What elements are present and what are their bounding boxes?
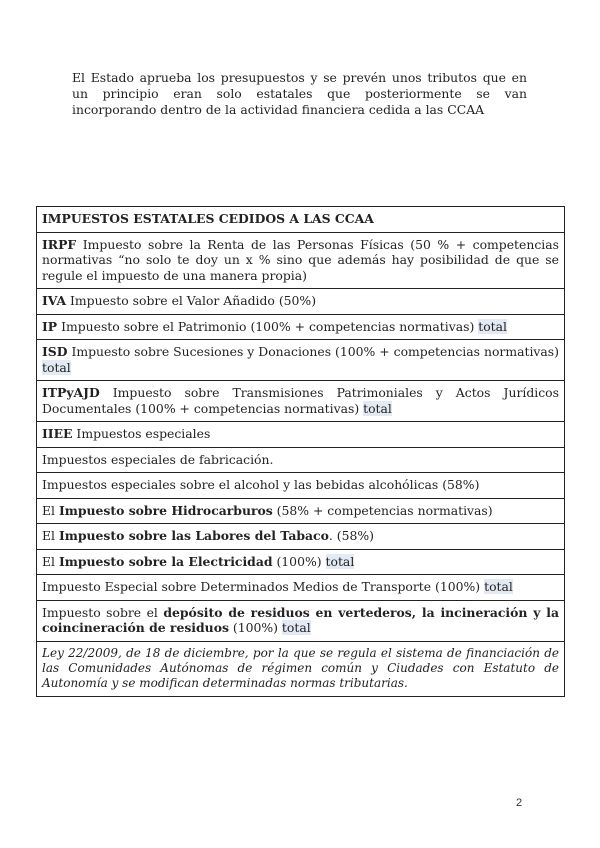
irpf-cell [37, 232, 565, 289]
tabaco-cell [37, 524, 565, 550]
table-row [37, 600, 565, 641]
tabaco-suffix: . (58%) [328, 528, 374, 543]
table-row [37, 232, 565, 289]
alcohol-description: Impuestos especiales sobre el alcohol y las bebidas alcohólicas (58%) [42, 477, 480, 492]
irpf-description: Impuesto sobre la Renta de las Personas Físicas (50 % + competencias normativas “no solo te doy un x % sino que además hay posibilidad de que se regule el impuesto de una manera propia) [42, 236, 559, 283]
table-row [37, 447, 565, 473]
residuos-name: depósito de residuos en vertederos, la incineración y la coincineración de residuos [42, 604, 559, 635]
alcohol-cell [37, 473, 565, 499]
law-reference: Ley 22/2009, de 18 de diciembre, por la que se regula el sistema de financiación de las Comunidades Autónomas de régimen común y Ciudades con Estatuto de Autonomía y se modifican determinadas normas tributarias. [42, 645, 559, 690]
hidrocarburos-name: Impuesto sobre Hidrocarburos [58, 502, 273, 518]
hidrocarburos-prefix: El [42, 502, 59, 518]
table-header: IMPUESTOS ESTATALES CEDIDOS A LAS CCAA [42, 211, 374, 226]
tabaco-name: Impuesto sobre las Labores del Tabaco [58, 528, 329, 543]
transporte-total-note: total [484, 579, 513, 594]
table-row [37, 340, 565, 381]
ip-code: IP [42, 318, 58, 334]
itpajd-description: Impuesto sobre Transmisiones Patrimoniales y Actos Jurídicos Documentales (100% + competencias normativas) [42, 385, 559, 416]
table-row [37, 473, 565, 499]
table-row [37, 289, 565, 315]
tabaco-prefix: El [42, 528, 59, 543]
page-number: 2 [516, 797, 523, 809]
table-row [37, 549, 565, 575]
ip-description: Impuesto sobre el Patrimonio (100% + competencias normativas) [57, 318, 479, 334]
table-row [37, 314, 565, 340]
electricidad-suffix: (100%) [272, 553, 326, 569]
transporte-cell [37, 575, 565, 601]
electricidad-name: Impuesto sobre la Electricidad [58, 553, 273, 569]
hidrocarburos-suffix: (58% + competencias normativas) [272, 502, 493, 518]
hidrocarburos-cell [37, 498, 565, 524]
isd-code: ISD [42, 344, 68, 359]
law-reference-cell [37, 641, 565, 696]
electricidad-cell [37, 549, 565, 575]
isd-total-note: total [42, 359, 71, 375]
electricidad-prefix: El [42, 553, 59, 569]
table-row [37, 498, 565, 524]
residuos-cell [37, 600, 565, 641]
iiee-cell [37, 422, 565, 448]
residuos-suffix: (100%) [228, 620, 282, 635]
intro-paragraph: El Estado aprueba los presupuestos y se prevén unos tributos que en un principio eran solo estatales que posteriormente se van incorporando dentro de la actividad financiera cedida a las CCAA [72, 70, 527, 117]
iiee-code: IIEE [42, 426, 73, 441]
table-row [37, 207, 565, 233]
itpajd-total-note: total [363, 400, 392, 416]
residuos-total-note: total [281, 620, 311, 635]
iva-cell [37, 289, 565, 315]
fabricacion-cell [37, 447, 565, 473]
electricidad-total-note: total [325, 553, 355, 569]
isd-cell [37, 340, 565, 381]
table-row [37, 641, 565, 696]
fabricacion-description: Impuestos especiales de fabricación. [42, 451, 274, 467]
table-row [37, 381, 565, 422]
ip-cell [37, 314, 565, 340]
irpf-code: IRPF [42, 236, 77, 252]
isd-description: Impuesto sobre Sucesiones y Donaciones (100% + competencias normativas) [67, 344, 559, 359]
table-row [37, 422, 565, 448]
itpajd-code: ITPyAJD [42, 385, 100, 400]
transporte-description: Impuesto Especial sobre Determinados Medios de Transporte (100%) [42, 579, 485, 594]
itpajd-cell [37, 381, 565, 422]
table-header-cell [37, 207, 565, 233]
table-row [37, 575, 565, 601]
iva-description: Impuesto sobre el Valor Añadido (50%) [66, 293, 317, 308]
table-row [37, 524, 565, 550]
residuos-prefix: Impuesto sobre el [42, 604, 164, 620]
iiee-description: Impuestos especiales [72, 426, 211, 441]
iva-code: IVA [42, 293, 67, 308]
ip-total-note: total [478, 318, 507, 334]
ceded-taxes-table [36, 206, 565, 697]
